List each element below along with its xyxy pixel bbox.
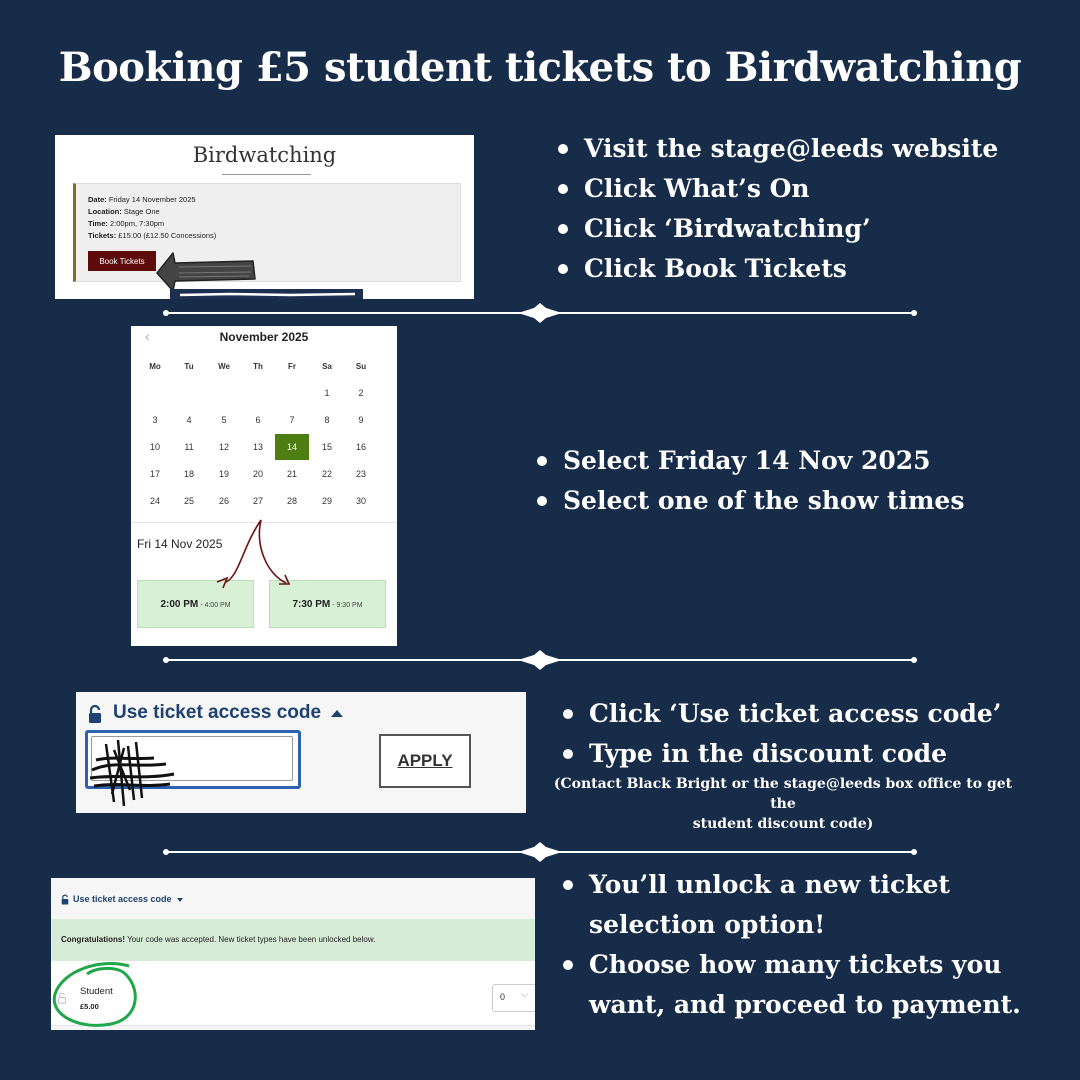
calendar-day[interactable]: 28 xyxy=(286,496,297,506)
calendar-day[interactable]: 4 xyxy=(186,415,192,425)
unlocked-ticket-screenshot xyxy=(51,878,535,1030)
step-list-1 xyxy=(556,129,998,289)
calendar-day[interactable]: 5 xyxy=(221,415,227,425)
weekday-label: Mo xyxy=(149,362,161,371)
calendar-day[interactable]: 19 xyxy=(218,469,229,479)
calendar-day[interactable]: 24 xyxy=(149,496,160,506)
calendar-day[interactable]: 7 xyxy=(289,415,295,425)
weekday-label: Su xyxy=(355,362,367,371)
step-list-3 xyxy=(561,694,1001,774)
selected-date: Fri 14 Nov 2025 xyxy=(137,537,223,551)
calendar-day[interactable]: 12 xyxy=(218,442,229,452)
access-code-toggle[interactable]: Use ticket access code xyxy=(113,702,322,723)
step-item: Click Book Tickets xyxy=(556,249,998,289)
event-date: Date: Friday 14 November 2025 xyxy=(88,195,196,204)
success-banner: Congratulations! Your code was accepted. New ticket types have been unlocked below. xyxy=(51,919,535,961)
calendar-day[interactable]: 9 xyxy=(358,415,364,425)
redaction-scribble xyxy=(84,730,184,810)
calendar-day[interactable]: 21 xyxy=(286,469,297,479)
calendar-day[interactable]: 16 xyxy=(355,442,366,452)
chevron-down-icon: ⌵ xyxy=(521,989,528,999)
calendar-day[interactable]: 10 xyxy=(149,442,160,452)
step-item: Select one of the show times xyxy=(535,481,964,521)
weekday-label: Tu xyxy=(184,362,194,371)
cropped-strip xyxy=(170,289,363,299)
calendar-day[interactable]: 22 xyxy=(321,469,332,479)
calendar-day[interactable]: 15 xyxy=(321,442,332,452)
calendar-day[interactable]: 8 xyxy=(324,415,330,425)
calendar-day[interactable]: 23 xyxy=(355,469,366,479)
event-page-screenshot xyxy=(55,135,474,299)
padlock-icon xyxy=(88,704,102,724)
step-list-4 xyxy=(561,865,1021,1025)
time-slot-button[interactable]: 2:00 PM - 4:00 PM xyxy=(137,580,254,628)
event-title: Birdwatching xyxy=(192,143,337,167)
calendar-day[interactable]: 25 xyxy=(183,496,194,506)
calendar-day[interactable]: 1 xyxy=(324,388,330,398)
calendar-day[interactable]: 13 xyxy=(252,442,263,452)
step-item: Click ‘Birdwatching’ xyxy=(556,209,998,249)
pointer-arrow-icon xyxy=(55,135,474,299)
weekday-label: Sa xyxy=(322,362,332,371)
weekday-label: Th xyxy=(253,362,263,371)
weekday-label: Fr xyxy=(288,362,296,371)
calendar-screenshot xyxy=(131,326,397,646)
step-item: Click What’s On xyxy=(556,169,998,209)
apply-button[interactable]: APPLY xyxy=(379,734,471,788)
event-location: Location: Stage One xyxy=(88,207,160,216)
calendar-day[interactable]: 18 xyxy=(183,469,194,479)
time-slot-button[interactable]: 7:30 PM - 9:30 PM xyxy=(269,580,386,628)
discount-code-note: (Contact Black Bright or the stage@leeds box office to get the student discount code) xyxy=(553,776,1013,832)
ticket-type-name: Student xyxy=(80,986,113,997)
event-time: Time: 2:00pm, 7:30pm xyxy=(88,219,165,228)
calendar-day[interactable]: 20 xyxy=(252,469,263,479)
step-item: Choose how many tickets you want, and proceed to payment. xyxy=(561,945,1021,1025)
caret-up-icon[interactable] xyxy=(331,710,343,717)
step-item: You’ll unlock a new ticket selection option! xyxy=(561,865,1021,945)
calendar-day[interactable]: 27 xyxy=(252,496,263,506)
step-item: Type in the discount code xyxy=(561,734,1001,774)
calendar-day[interactable]: 3 xyxy=(152,415,158,425)
ticket-price: £5.00 xyxy=(80,1002,99,1011)
step-item: Select Friday 14 Nov 2025 xyxy=(535,441,964,481)
calendar-day[interactable]: 11 xyxy=(184,442,194,452)
scribble-strip xyxy=(170,289,363,299)
access-code-toggle[interactable]: Use ticket access code xyxy=(73,894,172,904)
prev-month-icon[interactable]: ‹ xyxy=(145,328,150,344)
book-tickets-button[interactable]: Book Tickets xyxy=(88,251,156,271)
access-code-screenshot xyxy=(76,692,526,813)
calendar-day[interactable]: 17 xyxy=(149,469,160,479)
divider xyxy=(162,842,918,862)
calendar-day-selected[interactable]: 14 xyxy=(275,434,309,460)
page-title: Booking £5 student tickets to Birdwatching xyxy=(58,44,1022,91)
calendar-day[interactable]: 6 xyxy=(255,415,261,425)
step-list-2 xyxy=(535,441,964,521)
step-item: Click ‘Use ticket access code’ xyxy=(561,694,1001,734)
calendar-day[interactable]: 30 xyxy=(355,496,366,506)
calendar-day[interactable]: 26 xyxy=(218,496,229,506)
step-item: Visit the stage@leeds website xyxy=(556,129,998,169)
weekday-label: We xyxy=(218,362,230,371)
calendar-day[interactable]: 29 xyxy=(321,496,332,506)
calendar-month: November 2025 xyxy=(219,330,309,344)
divider xyxy=(162,303,918,323)
curved-arrows-icon xyxy=(131,326,397,646)
divider xyxy=(162,650,918,670)
calendar-day[interactable]: 2 xyxy=(358,388,364,398)
quantity-value: 0 xyxy=(500,992,506,1002)
highlight-circle xyxy=(51,878,535,1030)
event-tickets: Tickets: £15.00 (£12.50 Concessions) xyxy=(88,231,217,240)
